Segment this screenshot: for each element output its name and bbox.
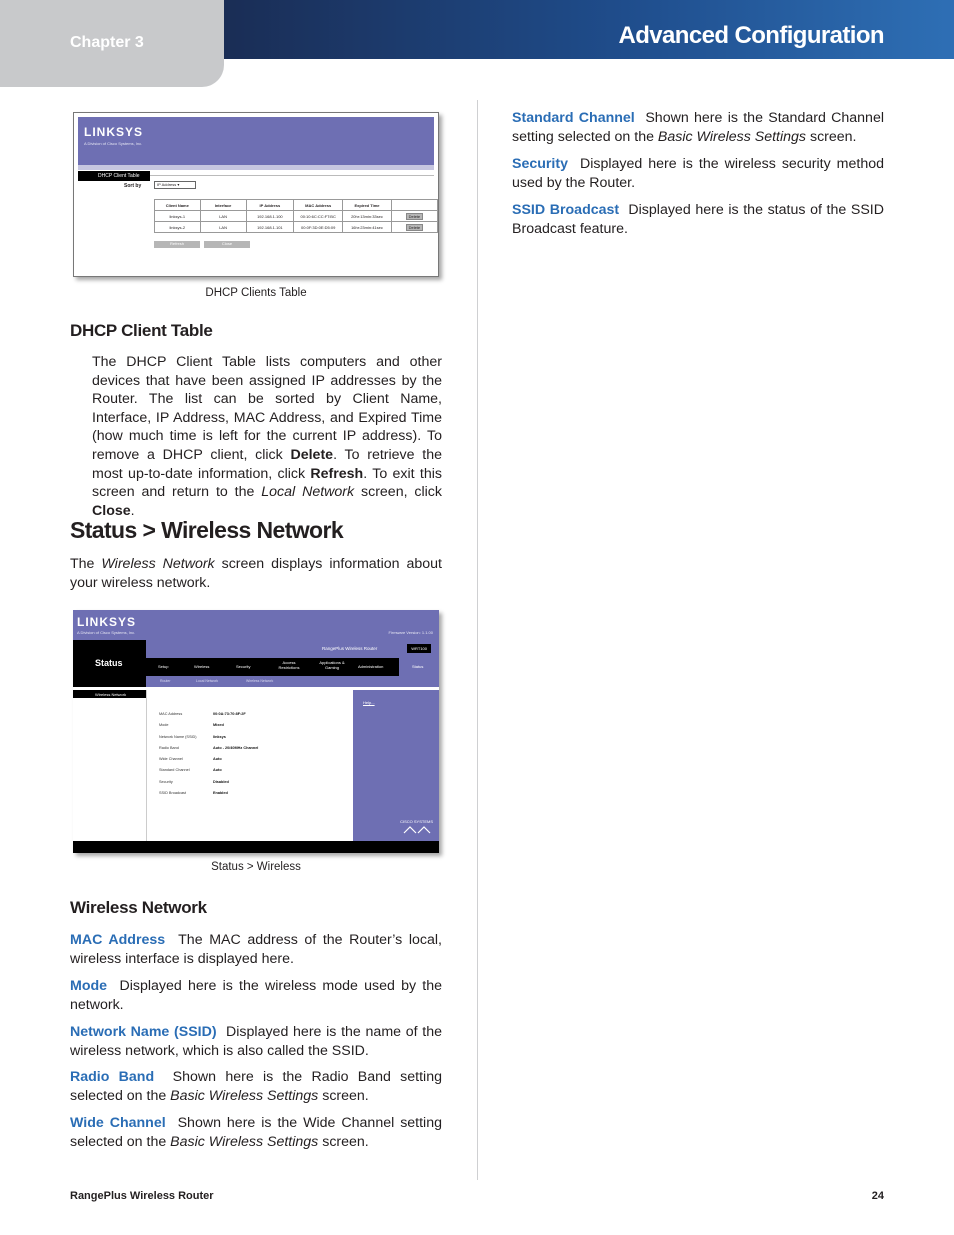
logo-subtitle: A Division of Cisco Systems, Inc. [77,630,136,635]
help-panel [353,690,439,841]
cisco-logo [400,819,433,835]
definition-mac-address [70,931,442,968]
definition: The MAC address of the Router’s local, wireless interface is displayed here. [70,932,443,967]
term: Wide Channel [70,1115,166,1131]
definition-ssid [70,1023,442,1060]
tab-setup[interactable]: Setup [158,664,169,669]
dhcp-clients-screenshot [73,112,439,277]
table-header-row [155,200,438,211]
column-divider [477,100,478,1180]
column-header: IP Address [246,200,294,211]
table-cell: linksys-1 [155,211,201,222]
text: . To retrieve the most up-to-date information, click [92,446,442,482]
column-header: Client Name [155,200,201,211]
definition: Shown here is the Radio Band setting selected on the [70,1069,442,1104]
chapter-label: Chapter 3 [70,34,144,51]
definition-end: screen. [318,1133,369,1150]
field-label: SSID Broadcast [159,791,187,796]
text-bold: Close [92,502,131,519]
column-header [391,200,437,211]
field-label: Security [159,779,173,784]
tab-wireless[interactable]: Wireless [194,664,210,669]
field-values [213,709,258,799]
definition: Displayed here is the status of the SSID Broadcast feature. [512,202,884,237]
section-label-box [73,640,146,687]
tab-administration[interactable]: Administration [358,664,384,669]
table-cell: 00:0F:3D:0E:D5:09 [294,222,343,233]
table-cell: 192.168.1.101 [246,222,294,233]
term: Network Name (SSID) [70,1024,217,1040]
table-cell [391,222,437,233]
text: . To exit this screen and return to the [92,465,442,501]
field-label: Network Name (SSID) [159,734,197,739]
tab-applications-gaming[interactable]: Applications & Gaming [319,660,345,670]
field-value: Auto [213,757,222,762]
section-title: Status > Wireless Network [70,517,344,543]
definition: Displayed here is the wireless security method used by the Router. [512,156,885,191]
table-cell: LAN [200,222,246,233]
table-cell: linksys-2 [155,222,201,233]
definition-wide-channel [70,1114,442,1151]
linksys-logo: LINKSYS [84,125,144,139]
firmware-version: Firmware Version: 1.1.00 [388,630,433,635]
sort-by-value: IP Address [157,182,177,187]
table-row [155,211,438,222]
footer-product: RangePlus Wireless Router [70,1190,214,1202]
text-bold: Delete [290,446,334,463]
field-value: Auto - 20/40MHz Channel [213,745,259,750]
chapter-tab [0,0,224,87]
section-heading: Wireless Network [70,898,207,917]
close-button[interactable]: Close [204,241,250,248]
sort-by-select[interactable]: IP Address ▾ [154,181,196,189]
tab-access-restrictions[interactable]: Access Restrictions [278,660,300,670]
delete-button[interactable]: Delete [406,213,424,220]
dhcp-description [92,353,442,520]
page-title: Advanced Configuration [618,22,884,49]
product-bar [146,640,439,658]
text: screen, click [354,484,442,501]
field-label: MAC Address [159,712,183,716]
text-italic: Basic Wireless Settings [170,1133,319,1150]
left-panel [73,698,146,841]
linksys-banner [73,610,439,640]
definition-radio-band [70,1068,442,1105]
figure-caption: DHCP Clients Table [205,287,307,299]
table-row [155,222,438,233]
definition-security [512,155,884,192]
field-label: Standard Channel [159,768,190,773]
table-cell [391,211,437,222]
term: SSID Broadcast [512,202,620,218]
subtab-wireless-network[interactable]: Wireless Network [246,679,274,683]
model-badge: WRT100 [407,644,431,653]
linksys-banner [78,117,434,165]
page-number: 24 [871,1190,884,1202]
wireless-status-screenshot [73,610,439,853]
column-header: Interface [200,200,246,211]
field-value: Auto [213,768,222,773]
figure-caption: Status > Wireless [211,861,301,873]
text: screen displays information about your wireless network. [70,556,442,591]
linksys-logo: LINKSYS [77,615,137,629]
tab-security[interactable]: Security [236,664,251,669]
dhcp-table-tab: DHCP Client Table [78,171,150,181]
header-banner [224,0,954,59]
cisco-wordmark: CISCO SYSTEMS [400,819,433,824]
definition: Displayed here is the name of the wireless network, which is also called the SSID. [70,1024,443,1059]
subtab-local-network[interactable]: Local Network [196,679,219,683]
main-tabs [146,658,439,676]
term: Radio Band [70,1069,155,1085]
sort-by-label: Sort by [124,183,142,189]
text-italic: Wireless Network [101,556,215,572]
divider [150,175,434,176]
definition-mode [70,977,442,1014]
term: Standard Channel [512,110,635,126]
dhcp-clients-table [154,199,438,233]
footer-bar [73,841,439,853]
tab-status[interactable]: Status [412,664,424,669]
text-italic: Basic Wireless Settings [170,1087,319,1104]
status-label: Status [95,658,123,668]
status-intro [70,555,442,592]
table-cell: 16hr:23min:41sec [343,222,392,233]
text-italic: Local Network [261,484,355,501]
field-label: Radio Band [159,745,179,750]
column-header: Expired Time [343,200,392,211]
definition-standard-channel [512,109,884,146]
definition: Displayed here is the wireless mode used by the network. [70,978,442,1013]
cisco-bridge-icon [402,824,432,834]
field-value: Mixed [213,723,224,728]
definition-ssid-broadcast [512,201,884,238]
field-value: Disabled [213,779,229,784]
definition-end: screen. [806,128,857,145]
text-italic: Basic Wireless Settings [657,128,807,145]
term: MAC Address [70,932,166,948]
delete-button[interactable]: Delete [406,224,424,231]
table-cell: 00:10:6C:CC:FT:BC [294,211,343,222]
field-value: Enabled [213,791,228,796]
field-labels [159,709,197,799]
product-name: RangePlus Wireless Router [322,646,378,651]
field-label: Wide Channel [159,757,183,762]
refresh-button[interactable]: Refresh [154,241,200,248]
text: . [130,502,135,519]
wireless-network-label: Wireless Network [73,690,146,698]
section-heading: DHCP Client Table [70,321,213,340]
definition: Shown here is the Standard Channel setting selected on the [512,110,884,145]
subtab-router[interactable]: Router [160,679,171,683]
sub-tabs [146,676,439,687]
field-label: Mode [159,723,169,728]
column-header: MAC Address [294,200,343,211]
banner-stripe [78,165,434,170]
definition-end: screen. [318,1087,369,1104]
logo-subtitle: A Division of Cisco Systems, Inc. [84,141,143,146]
table-cell: 192.168.1.100 [246,211,294,222]
field-value: linksys [213,734,226,739]
text-bold: Refresh [310,465,364,482]
term: Security [512,156,568,172]
text: The [70,556,102,572]
help-link[interactable]: Help... [363,700,375,705]
definition: Shown here is the Wide Channel setting selected on the [70,1115,442,1150]
field-value: 00:0A:73:70:8F:2F [213,712,246,716]
table-cell: LAN [200,211,246,222]
term: Mode [70,978,108,994]
text: The DHCP Client Table lists computers and other devices that have been assigned IP addresses by the Router. The list can be sorted by Client Name, Interface, IP Address, MAC Address, and Expired Time (how much time is left for the current IP address). To remove a DHCP client, click [92,354,442,463]
table-cell: 20hr:13min:33sec [343,211,392,222]
